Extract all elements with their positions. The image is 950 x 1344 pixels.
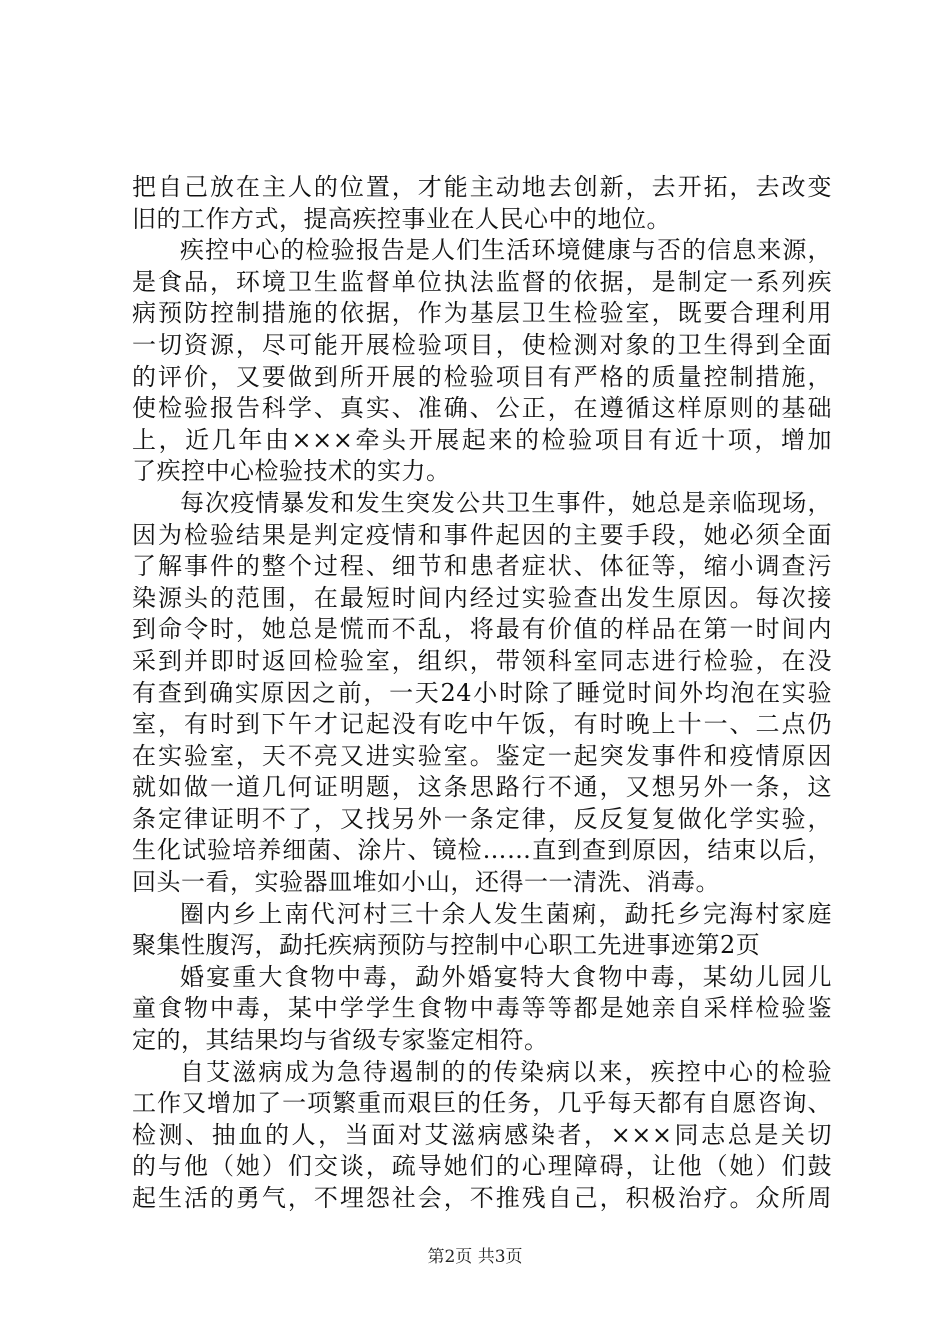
text-line: 回头一看，实验器皿堆如小山，还得一一清洗、消毒。 <box>132 868 720 897</box>
text-line: 条定律证明不了，又找另外一条定律，反反复复做化学实验， <box>132 804 832 833</box>
text-line: 的与他（她）们交谈，疏导她们的心理障碍，让他（她）们鼓 <box>132 1152 832 1181</box>
text-line: 病预防控制措施的依据，作为基层卫生检验室，既要合理利用 <box>132 299 832 328</box>
paragraph-start-line: 自艾滋病成为急待遏制的的传染病以来，疾控中心的检验 <box>180 1057 832 1086</box>
text-line: 的评价，又要做到所开展的检验项目有严格的质量控制措施， <box>132 362 832 391</box>
text-line: 检测、抽血的人，当面对艾滋病感染者，×××同志总是关切 <box>132 1120 832 1149</box>
text-line: 了疾控中心检验技术的实力。 <box>132 457 451 486</box>
text-line: 在实验室，天不亮又进实验室。鉴定一起突发事件和疫情原因 <box>132 741 832 770</box>
text-line: 染源头的范围，在最短时间内经过实验查出发生原因。每次接 <box>132 583 832 612</box>
paragraph-start-line: 婚宴重大食物中毒，勐外婚宴特大食物中毒，某幼儿园儿 <box>180 962 832 991</box>
text-line: 是食品，环境卫生监督单位执法监督的依据，是制定一系列疾 <box>132 267 832 296</box>
text-line: 工作又增加了一项繁重而艰巨的任务，几乎每天都有自愿咨询、 <box>132 1089 832 1118</box>
paragraph-start-line: 每次疫情暴发和发生突发公共卫生事件，她总是亲临现场， <box>180 488 832 517</box>
text-line: 童食物中毒，某中学学生食物中毒等等都是她亲自采样检验鉴 <box>132 994 832 1023</box>
text-line: 了解事件的整个过程、细节和患者症状、体征等，缩小调查污 <box>132 552 832 581</box>
page-number-label: 第2页 共3页 <box>427 1247 523 1267</box>
text-line: 聚集性腹泻，勐托疾病预防与控制中心职工先进事迹第2页 <box>132 931 761 960</box>
text-line: 生化试验培养细菌、涂片、镜检……直到查到原因，结束以后， <box>132 836 832 865</box>
text-line: 旧的工作方式，提高疾控事业在人民心中的地位。 <box>132 204 671 233</box>
text-line: 到命令时，她总是慌而不乱，将最有价值的样品在第一时间内 <box>132 615 832 644</box>
paragraph-start-line: 圈内乡上南代河村三十余人发生菌痢，勐托乡完海村家庭 <box>180 899 832 928</box>
text-line: 就如做一道几何证明题，这条思路行不通，又想另外一条，这 <box>132 773 832 802</box>
paragraph-start-line: 疾控中心的检验报告是人们生活环境健康与否的信息来源， <box>180 236 832 265</box>
text-line: 一切资源，尽可能开展检验项目，使检测对象的卫生得到全面 <box>132 330 832 359</box>
text-line: 室，有时到下午才记起没有吃中午饭，有时晚上十一、二点仍 <box>132 710 832 739</box>
text-line: 定的，其结果均与省级专家鉴定相符。 <box>132 1026 549 1055</box>
document-body <box>132 172 832 1215</box>
text-line: 把自己放在主人的位置，才能主动地去创新，去开拓，去改变 <box>132 173 832 201</box>
text-line: 上，近几年由×××牵头开展起来的检验项目有近十项，增加 <box>132 425 832 454</box>
text-line: 使检验报告科学、真实、准确、公正，在遵循这样原则的基础 <box>132 394 832 423</box>
text-line: 因为检验结果是判定疫情和事件起因的主要手段，她必须全面 <box>132 520 832 549</box>
text-line: 采到并即时返回检验室，组织，带领科室同志进行检验，在没 <box>132 646 832 675</box>
text-line: 有查到确实原因之前，一天24小时除了睡觉时间外均泡在实验 <box>132 678 832 707</box>
page-footer <box>0 1246 950 1268</box>
text-line: 起生活的勇气，不埋怨社会，不推残自己，积极治疗。众所周 <box>132 1184 832 1212</box>
